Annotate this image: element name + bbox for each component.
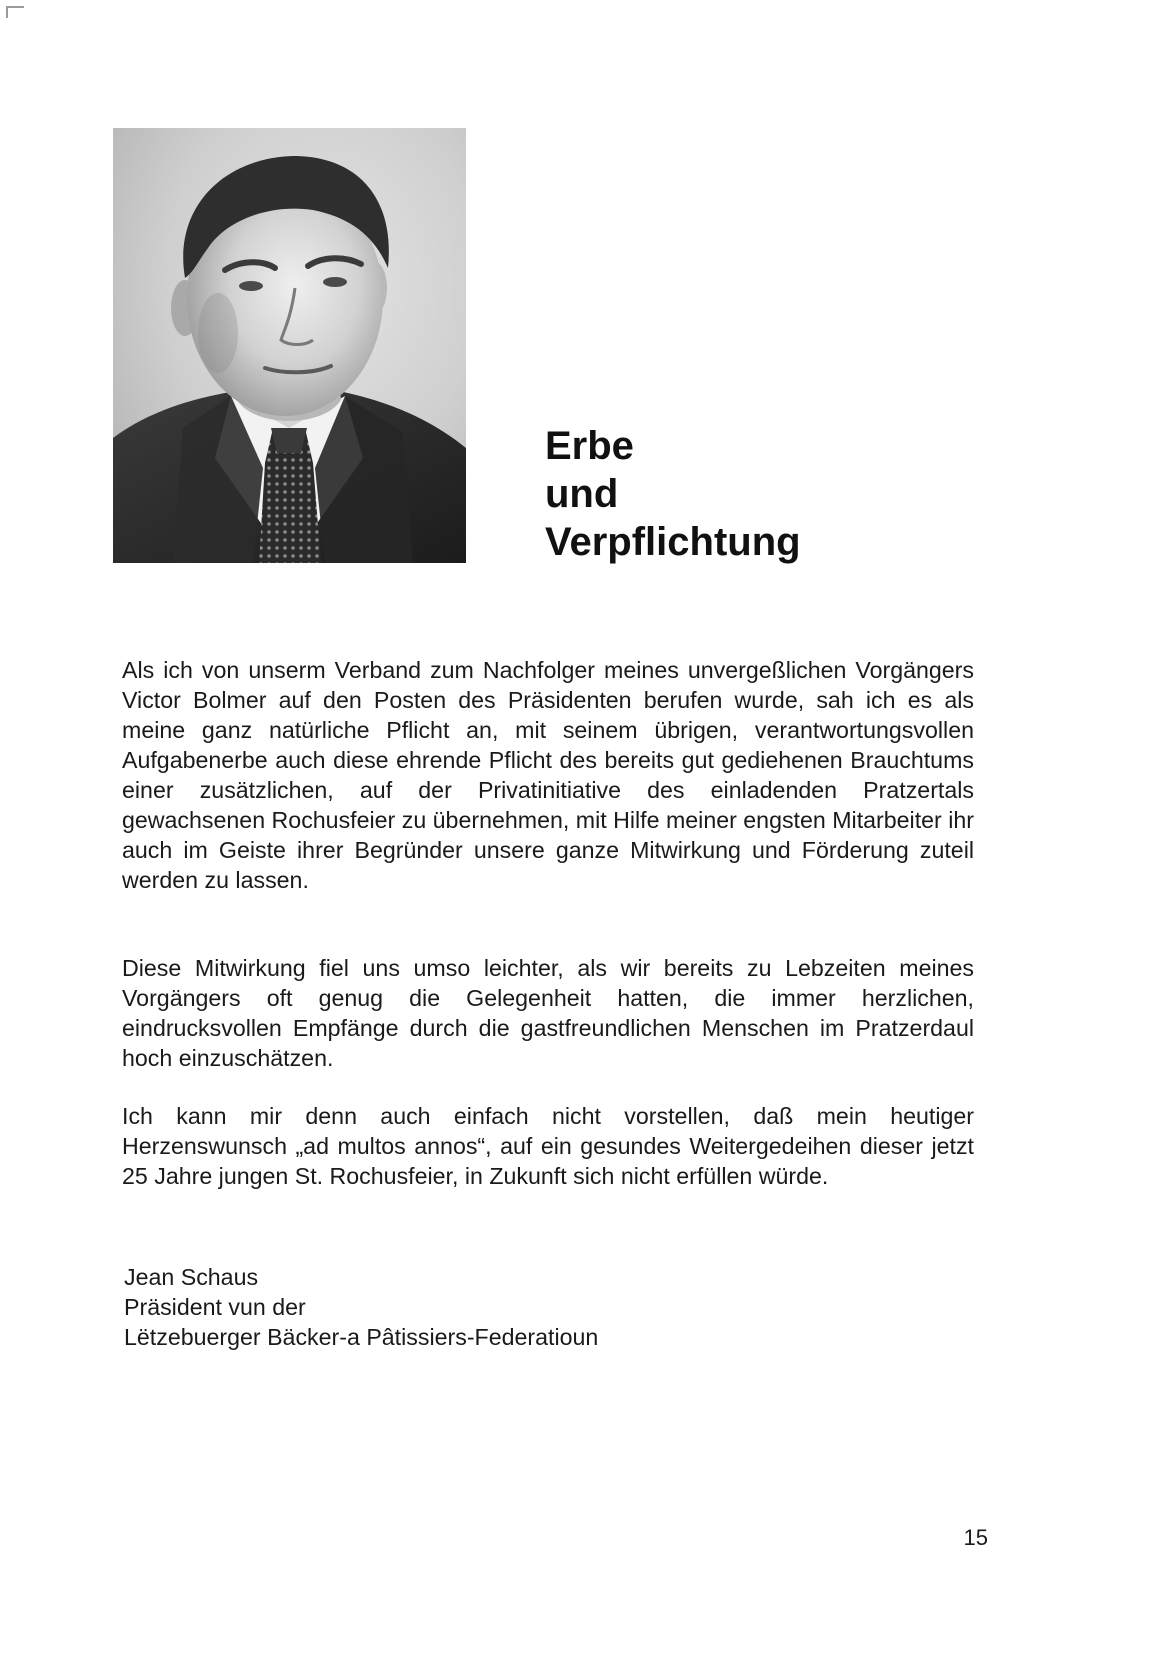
title-line-3: Verpflichtung	[545, 520, 801, 564]
signature-name: Jean Schaus	[124, 1264, 259, 1290]
scan-corner-mark	[6, 6, 24, 18]
signature-block	[124, 1262, 598, 1352]
paragraph-1: Als ich von unserm Verband zum Nachfolger meines unvergeßlichen Vorgängers Victor Bolmer auf den Posten des Präsidenten berufen wurde, sah ich es als meine ganz natürliche Pflicht an, mit seinem übrigen, verantwortungsvollen Aufgabenerbe auch diese ehrende Pflicht des bereits gut gediehenen Brauchtums einer zusätzlichen, auf der Privatinitiative des einladenden Pratzertals gewachsenen Rochusfeier zu übernehmen, mit Hilfe meiner engsten Mitarbeiter ihr auch im Geiste ihrer Begründer unsere ganze Mitwirkung und Förderung zuteil werden zu lassen.	[122, 657, 974, 893]
title-line-1: Erbe	[545, 424, 634, 468]
paragraph-3: Ich kann mir denn auch einfach nicht vorstellen, daß mein heutiger Herzenswunsch „ad multos annos“, auf ein gesundes Weitergedeihen dieser jetzt 25 Jahre jungen St. Rochusfeier, in Zukunft sich nicht erfüllen würde.	[122, 1103, 974, 1189]
article-title	[545, 422, 801, 566]
signature-role: Präsident vun der	[124, 1294, 306, 1320]
article-body	[122, 655, 974, 1191]
title-line-2: und	[545, 472, 619, 516]
signature-organization: Lëtzebuerger Bäcker-a Pâtissiers-Federatioun	[124, 1324, 599, 1350]
portrait-photo	[113, 128, 466, 563]
page-number: 15	[963, 1525, 988, 1550]
paragraph-2: Diese Mitwirkung fiel uns umso leichter, als wir bereits zu Lebzeiten meines Vorgängers oft genug die Gelegenheit hatten, die immer herzlichen, eindrucksvollen Empfänge durch die gastfreundlichen Menschen im Pratzerdaul hoch einzuschätzen.	[122, 955, 974, 1071]
portrait-illustration	[113, 128, 466, 563]
